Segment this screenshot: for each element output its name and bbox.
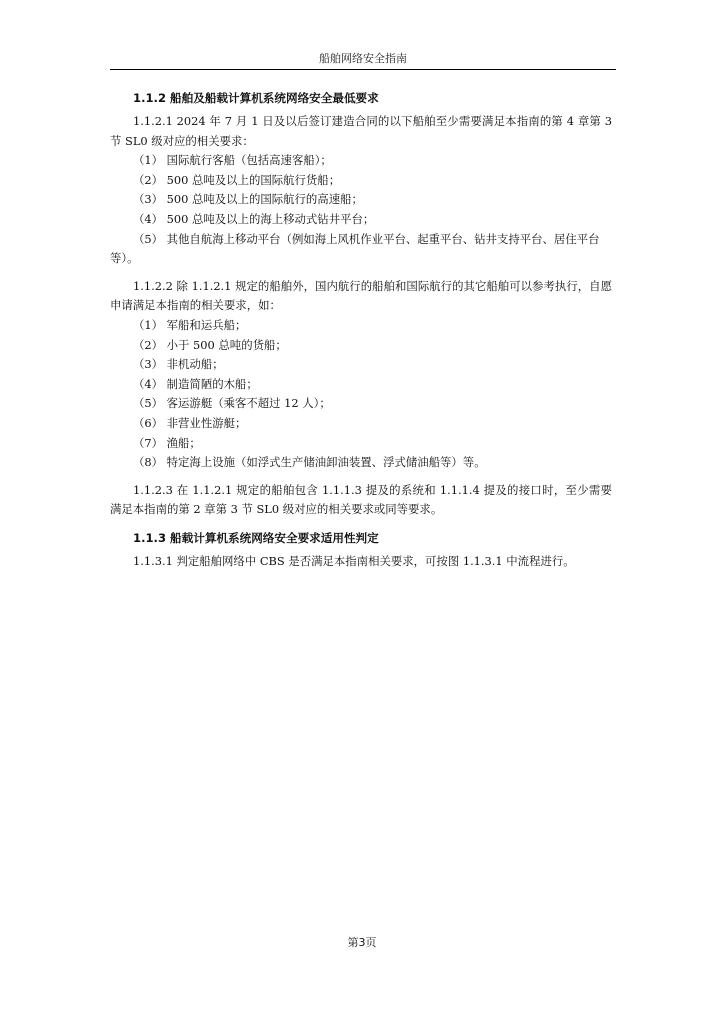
spacer: [110, 520, 612, 528]
page-number: 第3页: [347, 936, 377, 949]
spacer: [110, 473, 612, 481]
list-item: （1） 国际航行客船（包括高速客船）；: [133, 153, 332, 168]
list-item: （7） 渔船；: [133, 435, 201, 450]
list-item: （3） 非机动船；: [133, 357, 224, 372]
section-heading-1-1-3: 1.1.3 船载计算机系统网络安全要求适用性判定: [133, 530, 379, 545]
list-item: （5） 其他自航海上移动平台（例如海上风机作业平台、起重平台、钻井支持平台、居住平台等）。: [110, 231, 600, 266]
paragraph-1-1-3-1: 1.1.3.1 判定船舶网络中 CBS 是否满足本指南相关要求，可按图 1.1.3.1 中流程进行。: [133, 553, 575, 568]
list-item: （2） 500 总吨及以上的国际航行货船；: [133, 172, 341, 187]
ship-type-list-voluntary: [110, 316, 612, 473]
ship-type-list-mandatory: [110, 151, 612, 269]
list-item: （3） 500 总吨及以上的国际航行的高速船；: [133, 192, 363, 207]
list-item: （8） 特定海上设施（如浮式生产储油卸油装置、浮式储油船等）等。: [133, 455, 486, 470]
list-item: （4） 制造简陋的木船；: [133, 376, 258, 391]
section-heading-1-1-2: 1.1.2 船舶及船载计算机系统网络安全最低要求: [133, 91, 379, 105]
list-item: （2） 小于 500 总吨的货船；: [133, 337, 287, 352]
running-header: 船舶网络安全指南: [319, 52, 407, 65]
paragraph-1-1-2-3: 1.1.2.3 在 1.1.2.1 规定的船舶包含 1.1.1.3 提及的系统和 1.1.1.4 提及的接口时，至少需要满足本指南的第 2 章第 3 节 SL0 级对应的相关要求或同等要求。: [110, 482, 612, 517]
paragraph-1-1-2-2: 1.1.2.2 除 1.1.2.1 规定的船舶外，国内航行的船舶和国际航行的其它船舶可以参考执行，自愿申请满足本指南的相关要求，如：: [110, 278, 612, 313]
list-item: （4） 500 总吨及以上的海上移动式钻井平台；: [133, 211, 375, 226]
list-item: （5） 客运游艇（乘客不超过 12 人）；: [133, 396, 331, 411]
body-content: [110, 88, 612, 571]
list-item: （6） 非营业性游艇；: [133, 415, 247, 430]
paragraph-1-1-2-1: 1.1.2.1 2024 年 7 月 1 日及以后签订建造合同的以下船舶至少需要满足本指南的第 4 章第 3 节 SL0 级对应的相关要求：: [110, 114, 612, 148]
list-item: （1） 军船和运兵船；: [133, 317, 247, 332]
spacer: [110, 269, 612, 277]
header-rule: [110, 69, 616, 70]
